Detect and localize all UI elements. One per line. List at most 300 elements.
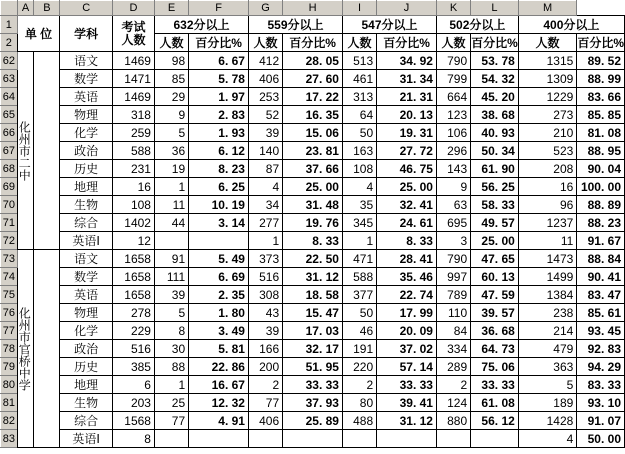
pct-cell: 92. 83 xyxy=(577,340,625,358)
column-header-E[interactable]: E xyxy=(154,1,188,16)
header-band-3: 502分以上 xyxy=(436,16,518,34)
table-row xyxy=(1,268,625,286)
exam-count-cell: 1568 xyxy=(113,412,155,430)
count-cell: 1 xyxy=(154,178,188,196)
pct-cell: 21. 31 xyxy=(377,88,437,106)
count-cell: 85 xyxy=(154,70,188,88)
table-row xyxy=(1,178,625,196)
count-cell: 799 xyxy=(436,70,470,88)
count-cell: 30 xyxy=(154,340,188,358)
header-band-0: 632分以上 xyxy=(154,16,248,34)
count-cell: 588 xyxy=(342,268,376,286)
count-cell: 471 xyxy=(342,250,376,268)
pct-cell: 4. 91 xyxy=(189,412,249,430)
pct-cell: 54. 32 xyxy=(471,70,519,88)
subject-cell: 政治 xyxy=(60,340,113,358)
count-cell: 253 xyxy=(248,88,282,106)
pct-cell: 93. 45 xyxy=(577,322,625,340)
pct-cell xyxy=(377,430,437,448)
count-cell xyxy=(342,430,376,448)
count-cell: 77 xyxy=(154,412,188,430)
count-cell: 4 xyxy=(518,430,577,448)
pct-cell: 57. 14 xyxy=(377,358,437,376)
count-cell: 39 xyxy=(154,286,188,304)
header-band-1-count: 人数 xyxy=(248,34,282,52)
column-header-H[interactable]: H xyxy=(283,1,343,16)
pct-cell: 50. 00 xyxy=(577,430,625,448)
header-row-1 xyxy=(1,16,625,34)
pct-cell: 2. 83 xyxy=(189,106,249,124)
count-cell: 2 xyxy=(342,376,376,394)
pct-cell: 31. 48 xyxy=(283,196,343,214)
pct-cell: 75. 06 xyxy=(471,358,519,376)
pct-cell: 31. 12 xyxy=(283,268,343,286)
subject-cell: 物理 xyxy=(60,304,113,322)
column-header-C[interactable]: C xyxy=(60,1,113,16)
pct-cell: 51. 95 xyxy=(283,358,343,376)
row-header-2[interactable]: 2 xyxy=(1,34,18,52)
exam-count-cell: 1402 xyxy=(113,214,155,232)
table-row xyxy=(1,412,625,430)
pct-cell: 38. 68 xyxy=(471,106,519,124)
pct-cell: 89. 52 xyxy=(577,52,625,70)
pct-cell: 25. 00 xyxy=(471,232,519,250)
pct-cell: 28. 05 xyxy=(283,52,343,70)
pct-cell: 91. 07 xyxy=(577,412,625,430)
row-header[interactable]: 83 xyxy=(1,430,18,448)
table-row xyxy=(1,214,625,232)
subject-cell: 英语Ⅰ xyxy=(60,430,113,448)
pct-cell: 83. 33 xyxy=(577,376,625,394)
exam-count-cell: 108 xyxy=(113,196,155,214)
pct-cell: 5. 81 xyxy=(189,340,249,358)
count-cell: 123 xyxy=(436,106,470,124)
pct-cell: 56. 12 xyxy=(471,412,519,430)
column-letter-row xyxy=(1,1,625,16)
count-cell: 1 xyxy=(154,376,188,394)
pct-cell: 17. 03 xyxy=(283,322,343,340)
header-band-2-pct: 百分比% xyxy=(377,34,437,52)
row-header[interactable]: 66 xyxy=(1,124,18,142)
row-header[interactable]: 82 xyxy=(1,412,18,430)
count-cell: 87 xyxy=(248,160,282,178)
pct-cell xyxy=(471,430,519,448)
pct-cell: 24. 61 xyxy=(377,214,437,232)
count-cell: 9 xyxy=(154,106,188,124)
count-cell: 1309 xyxy=(518,70,577,88)
column-header-A[interactable]: A xyxy=(17,1,34,16)
row-header[interactable]: 79 xyxy=(1,358,18,376)
count-cell: 220 xyxy=(342,358,376,376)
pct-cell: 8. 23 xyxy=(189,160,249,178)
count-cell: 1237 xyxy=(518,214,577,232)
subject-cell: 地理 xyxy=(60,178,113,196)
subject-cell: 生物 xyxy=(60,394,113,412)
count-cell: 64 xyxy=(342,106,376,124)
exam-count-cell: 12 xyxy=(113,232,155,250)
pct-cell: 6. 12 xyxy=(189,142,249,160)
pct-cell: 25. 89 xyxy=(283,412,343,430)
count-cell: 208 xyxy=(518,160,577,178)
exam-count-cell: 203 xyxy=(113,394,155,412)
count-cell: 1 xyxy=(342,232,376,250)
row-header[interactable]: 71 xyxy=(1,214,18,232)
count-cell: 1 xyxy=(248,232,282,250)
column-header-M[interactable]: M xyxy=(518,1,577,16)
count-cell: 140 xyxy=(248,142,282,160)
pct-cell: 17. 99 xyxy=(377,304,437,322)
pct-cell: 37. 93 xyxy=(283,394,343,412)
pct-cell: 32. 17 xyxy=(283,340,343,358)
row-header[interactable]: 72 xyxy=(1,232,18,250)
header-band-2: 547分以上 xyxy=(342,16,436,34)
subject-cell: 历史 xyxy=(60,358,113,376)
pct-cell: 22. 50 xyxy=(283,250,343,268)
column-header-I[interactable]: I xyxy=(342,1,376,16)
table-row xyxy=(1,286,625,304)
pct-cell: 31. 12 xyxy=(377,412,437,430)
pct-cell: 83. 66 xyxy=(577,88,625,106)
pct-cell: 31. 34 xyxy=(377,70,437,88)
subject-cell: 化学 xyxy=(60,322,113,340)
pct-cell: 50. 34 xyxy=(471,142,519,160)
pct-cell: 33. 33 xyxy=(283,376,343,394)
row-header[interactable]: 67 xyxy=(1,142,18,160)
count-cell: 191 xyxy=(342,340,376,358)
pct-cell: 18. 58 xyxy=(283,286,343,304)
table-row xyxy=(1,340,625,358)
count-cell: 4 xyxy=(342,178,376,196)
exam-count-cell: 259 xyxy=(113,124,155,142)
pct-cell: 47. 65 xyxy=(471,250,519,268)
pct-cell: 53. 78 xyxy=(471,52,519,70)
column-header-J[interactable]: J xyxy=(377,1,437,16)
count-cell: 50 xyxy=(342,124,376,142)
count-cell: 108 xyxy=(342,160,376,178)
pct-cell: 28. 41 xyxy=(377,250,437,268)
exam-count-cell: 516 xyxy=(113,340,155,358)
count-cell: 1473 xyxy=(518,250,577,268)
subject-cell: 物理 xyxy=(60,106,113,124)
count-cell: 39 xyxy=(248,124,282,142)
unit-label: 化州市二中 xyxy=(17,120,32,181)
pct-cell: 47. 59 xyxy=(471,286,519,304)
count-cell: 513 xyxy=(342,52,376,70)
row-header[interactable]: 75 xyxy=(1,286,18,304)
pct-cell: 32. 41 xyxy=(377,196,437,214)
count-cell: 77 xyxy=(248,394,282,412)
table-row xyxy=(1,232,625,250)
unit-spacer-0 xyxy=(34,52,60,250)
table-row xyxy=(1,394,625,412)
count-cell: 110 xyxy=(436,304,470,322)
count-cell: 313 xyxy=(342,88,376,106)
row-header[interactable]: 62 xyxy=(1,52,18,70)
count-cell: 8 xyxy=(154,322,188,340)
count-cell: 25 xyxy=(154,394,188,412)
pct-cell: 17. 22 xyxy=(283,88,343,106)
count-cell: 479 xyxy=(518,340,577,358)
pct-cell: 88. 99 xyxy=(577,70,625,88)
table-row xyxy=(1,88,625,106)
column-header-K[interactable]: K xyxy=(436,1,470,16)
pct-cell xyxy=(189,430,249,448)
subject-cell: 历史 xyxy=(60,160,113,178)
pct-cell: 22. 74 xyxy=(377,286,437,304)
count-cell: 106 xyxy=(436,124,470,142)
pct-cell: 1. 93 xyxy=(189,124,249,142)
exam-count-cell: 231 xyxy=(113,160,155,178)
pct-cell: 15. 06 xyxy=(283,124,343,142)
count-cell: 19 xyxy=(154,160,188,178)
count-cell: 4 xyxy=(248,178,282,196)
count-cell: 189 xyxy=(518,394,577,412)
subject-cell: 英语Ⅰ xyxy=(60,232,113,250)
column-header-F[interactable]: F xyxy=(189,1,249,16)
row-header[interactable]: 68 xyxy=(1,160,18,178)
row-header-1[interactable]: 1 xyxy=(1,16,18,34)
subject-cell: 综合 xyxy=(60,412,113,430)
count-cell: 46 xyxy=(342,322,376,340)
pct-cell: 16. 35 xyxy=(283,106,343,124)
row-header[interactable]: 80 xyxy=(1,376,18,394)
count-cell: 289 xyxy=(436,358,470,376)
count-cell: 5 xyxy=(154,304,188,322)
subject-cell: 地理 xyxy=(60,376,113,394)
row-header[interactable]: 74 xyxy=(1,268,18,286)
count-cell xyxy=(154,430,188,448)
count-cell: 11 xyxy=(154,196,188,214)
pct-cell: 6. 67 xyxy=(189,52,249,70)
pct-cell: 6. 25 xyxy=(189,178,249,196)
count-cell xyxy=(436,430,470,448)
pct-cell: 35. 46 xyxy=(377,268,437,286)
subject-cell: 化学 xyxy=(60,124,113,142)
corner-box[interactable] xyxy=(1,1,18,16)
count-cell: 200 xyxy=(248,358,282,376)
pct-cell: 15. 47 xyxy=(283,304,343,322)
pct-cell: 12. 32 xyxy=(189,394,249,412)
pct-cell: 37. 66 xyxy=(283,160,343,178)
pct-cell: 6. 69 xyxy=(189,268,249,286)
header-band-0-pct: 百分比% xyxy=(189,34,249,52)
pct-cell: 94. 29 xyxy=(577,358,625,376)
count-cell: 210 xyxy=(518,124,577,142)
pct-cell: 10. 19 xyxy=(189,196,249,214)
count-cell: 96 xyxy=(518,196,577,214)
pct-cell xyxy=(283,430,343,448)
header-band-4: 400分以上 xyxy=(518,16,624,34)
pct-cell: 39. 57 xyxy=(471,304,519,322)
subject-cell: 综合 xyxy=(60,214,113,232)
pct-cell: 3. 49 xyxy=(189,322,249,340)
header-band-1: 559分以上 xyxy=(248,16,342,34)
count-cell: 39 xyxy=(248,322,282,340)
exam-count-cell: 8 xyxy=(113,430,155,448)
count-cell: 80 xyxy=(342,394,376,412)
exam-count-cell: 1471 xyxy=(113,70,155,88)
row-header[interactable]: 69 xyxy=(1,178,18,196)
table-row xyxy=(1,142,625,160)
count-cell: 516 xyxy=(248,268,282,286)
subject-cell: 英语 xyxy=(60,88,113,106)
count-cell: 377 xyxy=(342,286,376,304)
pct-cell: 36. 68 xyxy=(471,322,519,340)
row-header[interactable]: 65 xyxy=(1,106,18,124)
row-header[interactable]: 76 xyxy=(1,304,18,322)
exam-count-cell: 1469 xyxy=(113,52,155,70)
count-cell: 789 xyxy=(436,286,470,304)
count-cell: 2 xyxy=(248,376,282,394)
subject-cell: 语文 xyxy=(60,250,113,268)
unit-spacer-1 xyxy=(34,250,60,448)
pct-cell: 46. 75 xyxy=(377,160,437,178)
exam-count-cell: 385 xyxy=(113,358,155,376)
count-cell: 88 xyxy=(154,358,188,376)
count-cell: 124 xyxy=(436,394,470,412)
pct-cell: 2. 35 xyxy=(189,286,249,304)
count-cell: 11 xyxy=(518,232,577,250)
count-cell xyxy=(248,430,282,448)
pct-cell: 5. 49 xyxy=(189,250,249,268)
pct-cell: 34. 92 xyxy=(377,52,437,70)
count-cell: 296 xyxy=(436,142,470,160)
row-header[interactable]: 63 xyxy=(1,70,18,88)
count-cell: 143 xyxy=(436,160,470,178)
unit-label: 化州市官桥中学 xyxy=(17,306,32,391)
table-row xyxy=(1,430,625,448)
pct-cell: 85. 85 xyxy=(577,106,625,124)
pct-cell: 45. 20 xyxy=(471,88,519,106)
count-cell: 461 xyxy=(342,70,376,88)
count-cell: 98 xyxy=(154,52,188,70)
count-cell: 1499 xyxy=(518,268,577,286)
count-cell: 2 xyxy=(436,376,470,394)
count-cell: 9 xyxy=(436,178,470,196)
header-band-4-count: 人数 xyxy=(518,34,577,52)
header-band-3-pct: 百分比% xyxy=(471,34,519,52)
header-band-1-pct: 百分比% xyxy=(283,34,343,52)
table-row xyxy=(1,376,625,394)
pct-cell: 83. 47 xyxy=(577,286,625,304)
column-header-L[interactable]: L xyxy=(471,1,519,16)
pct-cell: 58. 33 xyxy=(471,196,519,214)
pct-cell: 93. 10 xyxy=(577,394,625,412)
exam-count-cell: 229 xyxy=(113,322,155,340)
pct-cell: 8. 33 xyxy=(283,232,343,250)
row-header[interactable]: 73 xyxy=(1,250,18,268)
row-header[interactable]: 70 xyxy=(1,196,18,214)
pct-cell: 20. 09 xyxy=(377,322,437,340)
pct-cell: 27. 72 xyxy=(377,142,437,160)
subject-cell: 生物 xyxy=(60,196,113,214)
header-band-4-pct: 百分比% xyxy=(577,34,625,52)
pct-cell: 1. 80 xyxy=(189,304,249,322)
column-header-D[interactable]: D xyxy=(113,1,155,16)
table-row xyxy=(1,304,625,322)
count-cell: 44 xyxy=(154,214,188,232)
count-cell: 3 xyxy=(436,232,470,250)
header-exam-count: 考试 人数 xyxy=(113,16,155,52)
pct-cell: 25. 00 xyxy=(377,178,437,196)
pct-cell: 88. 84 xyxy=(577,250,625,268)
pct-cell: 64. 73 xyxy=(471,340,519,358)
count-cell: 91 xyxy=(154,250,188,268)
count-cell: 50 xyxy=(342,304,376,322)
count-cell: 273 xyxy=(518,106,577,124)
pct-cell: 60. 13 xyxy=(471,268,519,286)
exam-count-cell: 6 xyxy=(113,376,155,394)
table-row xyxy=(1,322,625,340)
row-header[interactable]: 78 xyxy=(1,340,18,358)
count-cell: 1384 xyxy=(518,286,577,304)
table-row xyxy=(1,250,625,268)
exam-count-cell: 588 xyxy=(113,142,155,160)
column-header-B[interactable]: B xyxy=(34,1,60,16)
row-header[interactable]: 64 xyxy=(1,88,18,106)
pct-cell: 91. 67 xyxy=(577,232,625,250)
subject-cell: 语文 xyxy=(60,52,113,70)
count-cell: 880 xyxy=(436,412,470,430)
table-row xyxy=(1,196,625,214)
count-cell: 695 xyxy=(436,214,470,232)
exam-count-cell: 318 xyxy=(113,106,155,124)
column-header-G[interactable]: G xyxy=(248,1,282,16)
exam-count-cell: 1658 xyxy=(113,250,155,268)
count-cell: 1229 xyxy=(518,88,577,106)
count-cell: 790 xyxy=(436,250,470,268)
pct-cell: 85. 61 xyxy=(577,304,625,322)
unit-cell-0 xyxy=(17,52,34,250)
pct-cell xyxy=(189,232,249,250)
pct-cell: 90. 41 xyxy=(577,268,625,286)
count-cell: 238 xyxy=(518,304,577,322)
pct-cell: 88. 89 xyxy=(577,196,625,214)
pct-cell: 33. 33 xyxy=(471,376,519,394)
pct-cell: 23. 81 xyxy=(283,142,343,160)
count-cell: 52 xyxy=(248,106,282,124)
pct-cell: 20. 13 xyxy=(377,106,437,124)
exam-count-cell: 16 xyxy=(113,178,155,196)
row-header[interactable]: 81 xyxy=(1,394,18,412)
pct-cell: 25. 00 xyxy=(283,178,343,196)
table-row xyxy=(1,160,625,178)
exam-count-cell: 278 xyxy=(113,304,155,322)
pct-cell: 39. 41 xyxy=(377,394,437,412)
count-cell: 406 xyxy=(248,70,282,88)
row-header[interactable]: 77 xyxy=(1,322,18,340)
count-cell: 664 xyxy=(436,88,470,106)
header-band-3-count: 人数 xyxy=(436,34,470,52)
count-cell: 5 xyxy=(154,124,188,142)
pct-cell: 61. 90 xyxy=(471,160,519,178)
count-cell: 5 xyxy=(518,376,577,394)
pct-cell: 56. 25 xyxy=(471,178,519,196)
table-row xyxy=(1,70,625,88)
count-cell xyxy=(154,232,188,250)
count-cell: 29 xyxy=(154,88,188,106)
exam-count-cell: 1658 xyxy=(113,268,155,286)
table-row xyxy=(1,52,625,70)
pct-cell: 27. 60 xyxy=(283,70,343,88)
table-row xyxy=(1,358,625,376)
pct-cell: 40. 93 xyxy=(471,124,519,142)
count-cell: 35 xyxy=(342,196,376,214)
count-cell: 163 xyxy=(342,142,376,160)
count-cell: 84 xyxy=(436,322,470,340)
pct-cell: 1. 97 xyxy=(189,88,249,106)
count-cell: 308 xyxy=(248,286,282,304)
